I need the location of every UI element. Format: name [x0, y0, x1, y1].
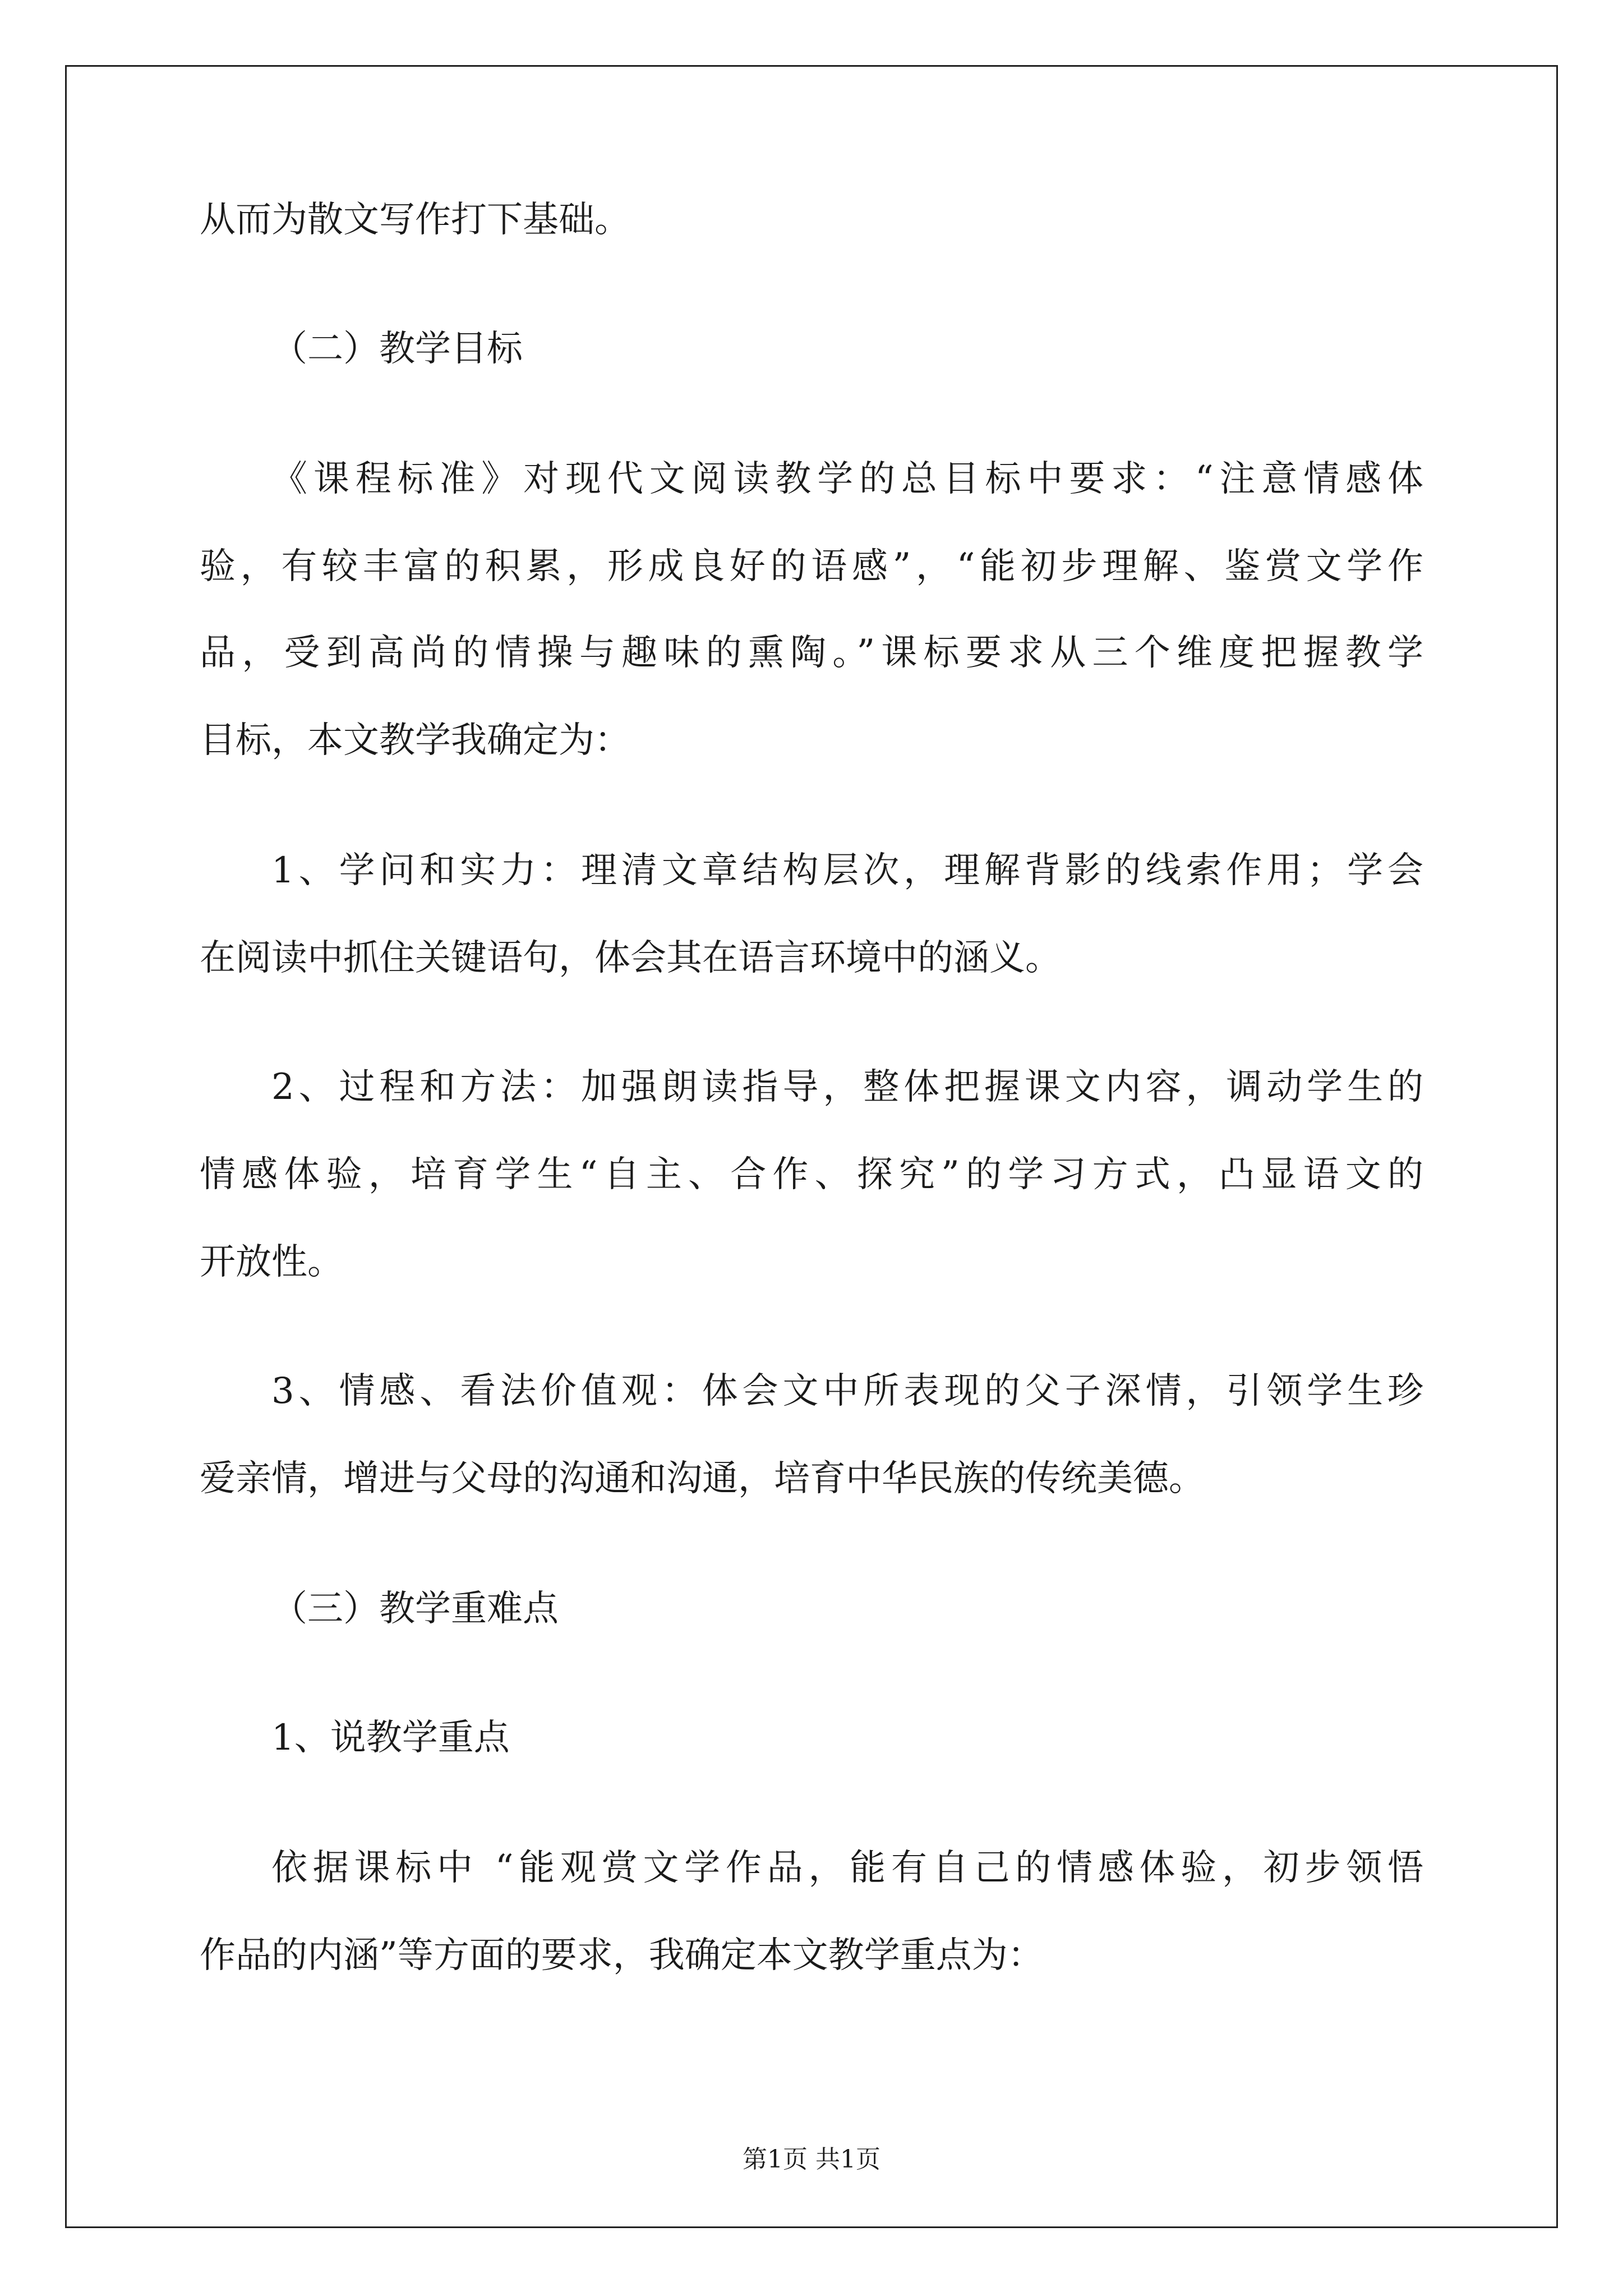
paragraph-line: 爱亲情，增进与父母的沟通和沟通，培育中华民族的传统美德。 [200, 1458, 1205, 1499]
paragraph-line: 3、情感、看法价值观：体会文中所表现的父子深情，引领学生珍 [271, 1370, 1423, 1412]
paragraph-line: 情感体验，培育学生“自主、合作、探究”的学习方式，凸显语文的 [200, 1154, 1423, 1195]
paragraph-line: 从而为散文写作打下基础。 [200, 199, 630, 241]
paragraph-line: 《课程标准》对现代文阅读教学的总目标中要求：“注意情感体 [271, 458, 1423, 500]
paragraph-line: 验，有较丰富的积累，形成良好的语感”，“能初步理解、鉴赏文学作 [200, 546, 1423, 587]
section-heading: （三）教学重难点 [271, 1588, 559, 1630]
paragraph-line: 1、学问和实力：理清文章结构层次，理解背影的线索作用；学会 [271, 850, 1423, 891]
subsection-heading: 1、说教学重点 [271, 1717, 510, 1759]
page-footer: 第1页 共1页 [743, 2145, 880, 2174]
paragraph-line: 目标，本文教学我确定为： [200, 720, 630, 761]
paragraph-line: 开放性。 [200, 1241, 343, 1283]
paragraph-line: 2、过程和方法：加强朗读指导，整体把握课文内容，调动学生的 [271, 1066, 1423, 1108]
page-border [65, 65, 1558, 2228]
section-heading: （二）教学目标 [271, 328, 523, 370]
paragraph-line: 作品的内涵”等方面的要求，我确定本文教学重点为： [200, 1935, 1044, 1976]
paragraph-line: 依据课标中 “能观赏文学作品，能有自己的情感体验，初步领悟 [271, 1847, 1423, 1889]
paragraph-line: 品，受到高尚的情操与趣味的熏陶。”课标要求从三个维度把握教学 [200, 632, 1423, 674]
paragraph-line: 在阅读中抓住关键语句，体会其在语言环境中的涵义。 [200, 937, 1061, 979]
